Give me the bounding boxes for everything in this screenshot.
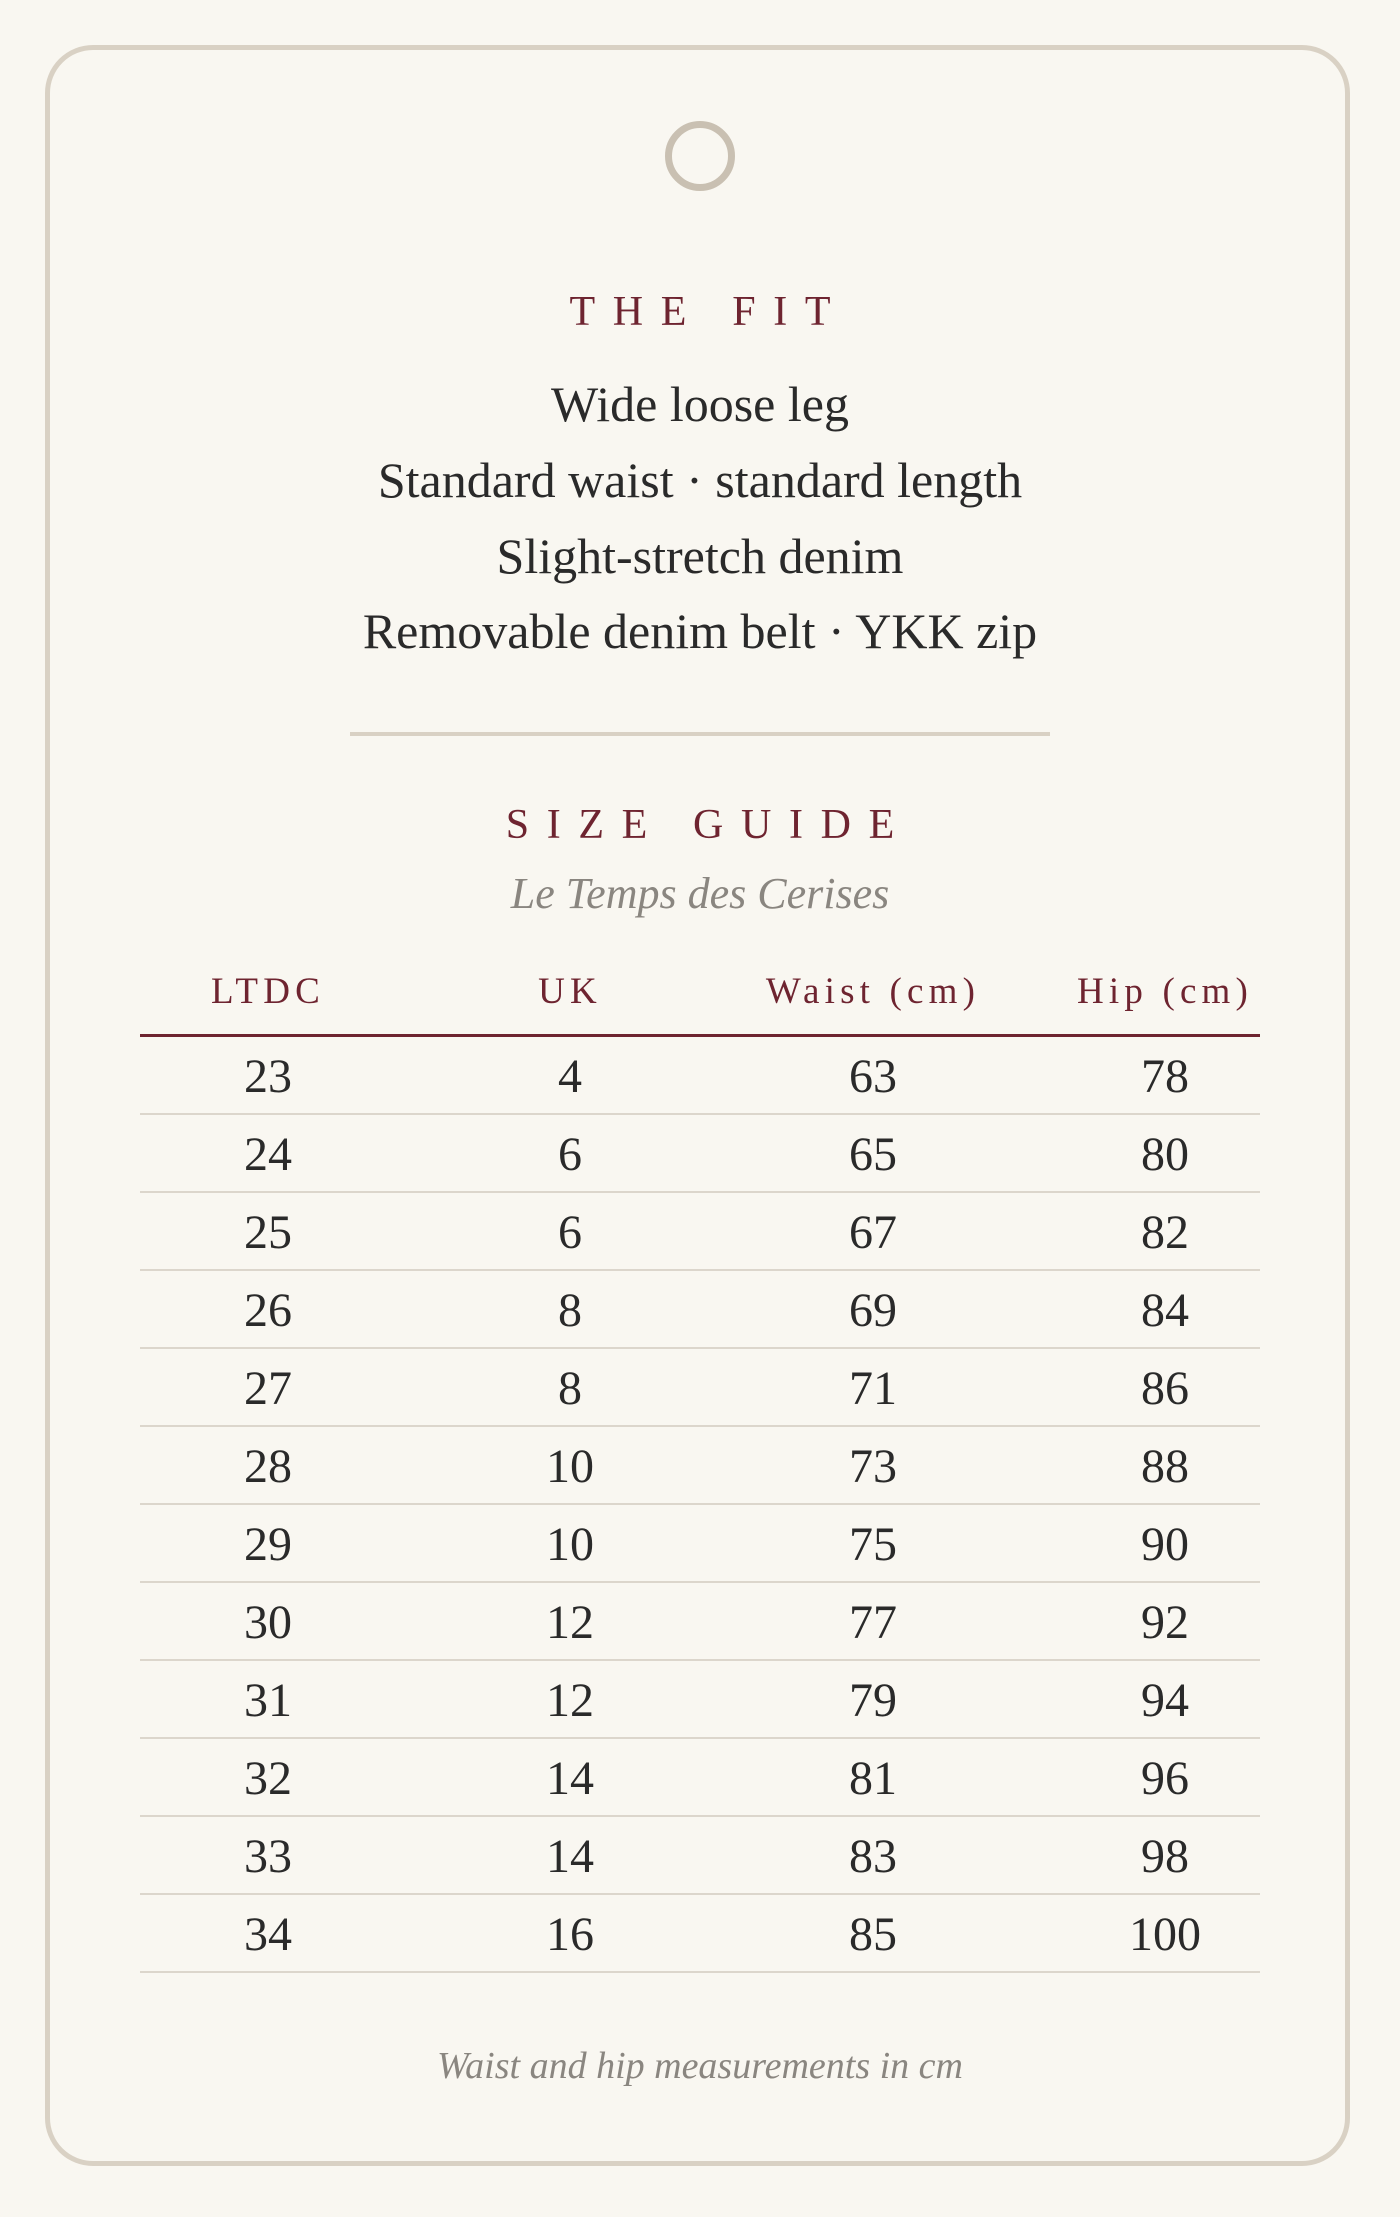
table-row [140, 1661, 1260, 1739]
table-row [140, 1271, 1260, 1349]
cell-uk: 8 [558, 1362, 582, 1415]
cell-waist: 73 [849, 1440, 897, 1493]
cell-uk: 14 [546, 1752, 594, 1805]
cell-uk: 14 [546, 1830, 594, 1883]
table-row [140, 1817, 1260, 1895]
cell-hip: 90 [1141, 1518, 1189, 1571]
cell-uk: 12 [546, 1674, 594, 1727]
table-row [140, 1349, 1260, 1427]
cell-ltdc: 32 [244, 1752, 292, 1805]
tag-hole-ring [665, 121, 735, 191]
measurement-footnote: Waist and hip measurements in cm [437, 2045, 963, 2087]
cell-hip: 94 [1141, 1674, 1189, 1727]
size-table [140, 960, 1260, 1973]
cell-uk: 6 [558, 1128, 582, 1181]
cell-ltdc: 31 [244, 1674, 292, 1727]
fit-line-leg: Wide loose leg [551, 376, 849, 432]
cell-uk: 6 [558, 1206, 582, 1259]
cell-waist: 79 [849, 1674, 897, 1727]
cell-hip: 98 [1141, 1830, 1189, 1883]
cell-hip: 96 [1141, 1752, 1189, 1805]
fit-heading: THE FIT [569, 289, 849, 335]
table-header-row [140, 960, 1260, 1037]
brand-subtitle: Le Temps des Cerises [510, 869, 890, 918]
section-divider [350, 732, 1050, 736]
cell-waist: 77 [849, 1596, 897, 1649]
cell-ltdc: 27 [244, 1362, 292, 1415]
table-body [140, 1037, 1260, 1973]
cell-waist: 83 [849, 1830, 897, 1883]
cell-ltdc: 29 [244, 1518, 292, 1571]
cell-ltdc: 24 [244, 1128, 292, 1181]
cell-waist: 71 [849, 1362, 897, 1415]
cell-uk: 4 [558, 1050, 582, 1103]
cell-waist: 67 [849, 1206, 897, 1259]
cell-ltdc: 25 [244, 1206, 292, 1259]
table-row [140, 1895, 1260, 1973]
cell-uk: 8 [558, 1284, 582, 1337]
cell-uk: 16 [546, 1908, 594, 1961]
table-row [140, 1583, 1260, 1661]
cell-ltdc: 28 [244, 1440, 292, 1493]
cell-waist: 69 [849, 1284, 897, 1337]
column-header-ltdc: LTDC [211, 971, 325, 1012]
cell-ltdc: 33 [244, 1830, 292, 1883]
fit-line-fabric: Slight-stretch denim [496, 528, 904, 584]
fit-line-waist-length: Standard waist · standard length [377, 452, 1023, 508]
size-guide-heading: SIZE GUIDE [505, 802, 912, 848]
column-header-hip: Hip (cm) [1076, 971, 1254, 1012]
cell-waist: 75 [849, 1518, 897, 1571]
cell-uk: 12 [546, 1596, 594, 1649]
column-header-uk: UK [538, 971, 602, 1012]
column-header-waist: Waist (cm) [765, 971, 981, 1012]
table-row [140, 1115, 1260, 1193]
cell-hip: 86 [1141, 1362, 1189, 1415]
cell-waist: 63 [849, 1050, 897, 1103]
cell-ltdc: 23 [244, 1050, 292, 1103]
cell-ltdc: 34 [244, 1908, 292, 1961]
table-row [140, 1427, 1260, 1505]
cell-hip: 78 [1141, 1050, 1189, 1103]
cell-waist: 85 [849, 1908, 897, 1961]
cell-hip: 82 [1141, 1206, 1189, 1259]
table-row [140, 1193, 1260, 1271]
cell-hip: 100 [1129, 1908, 1201, 1961]
table-row [140, 1739, 1260, 1817]
cell-waist: 81 [849, 1752, 897, 1805]
cell-ltdc: 26 [244, 1284, 292, 1337]
table-row [140, 1037, 1260, 1115]
cell-hip: 80 [1141, 1128, 1189, 1181]
cell-hip: 92 [1141, 1596, 1189, 1649]
cell-ltdc: 30 [244, 1596, 292, 1649]
table-row [140, 1505, 1260, 1583]
cell-hip: 88 [1141, 1440, 1189, 1493]
cell-hip: 84 [1141, 1284, 1189, 1337]
cell-uk: 10 [546, 1518, 594, 1571]
fit-line-hardware: Removable denim belt · YKK zip [362, 603, 1038, 659]
cell-uk: 10 [546, 1440, 594, 1493]
cell-waist: 65 [849, 1128, 897, 1181]
